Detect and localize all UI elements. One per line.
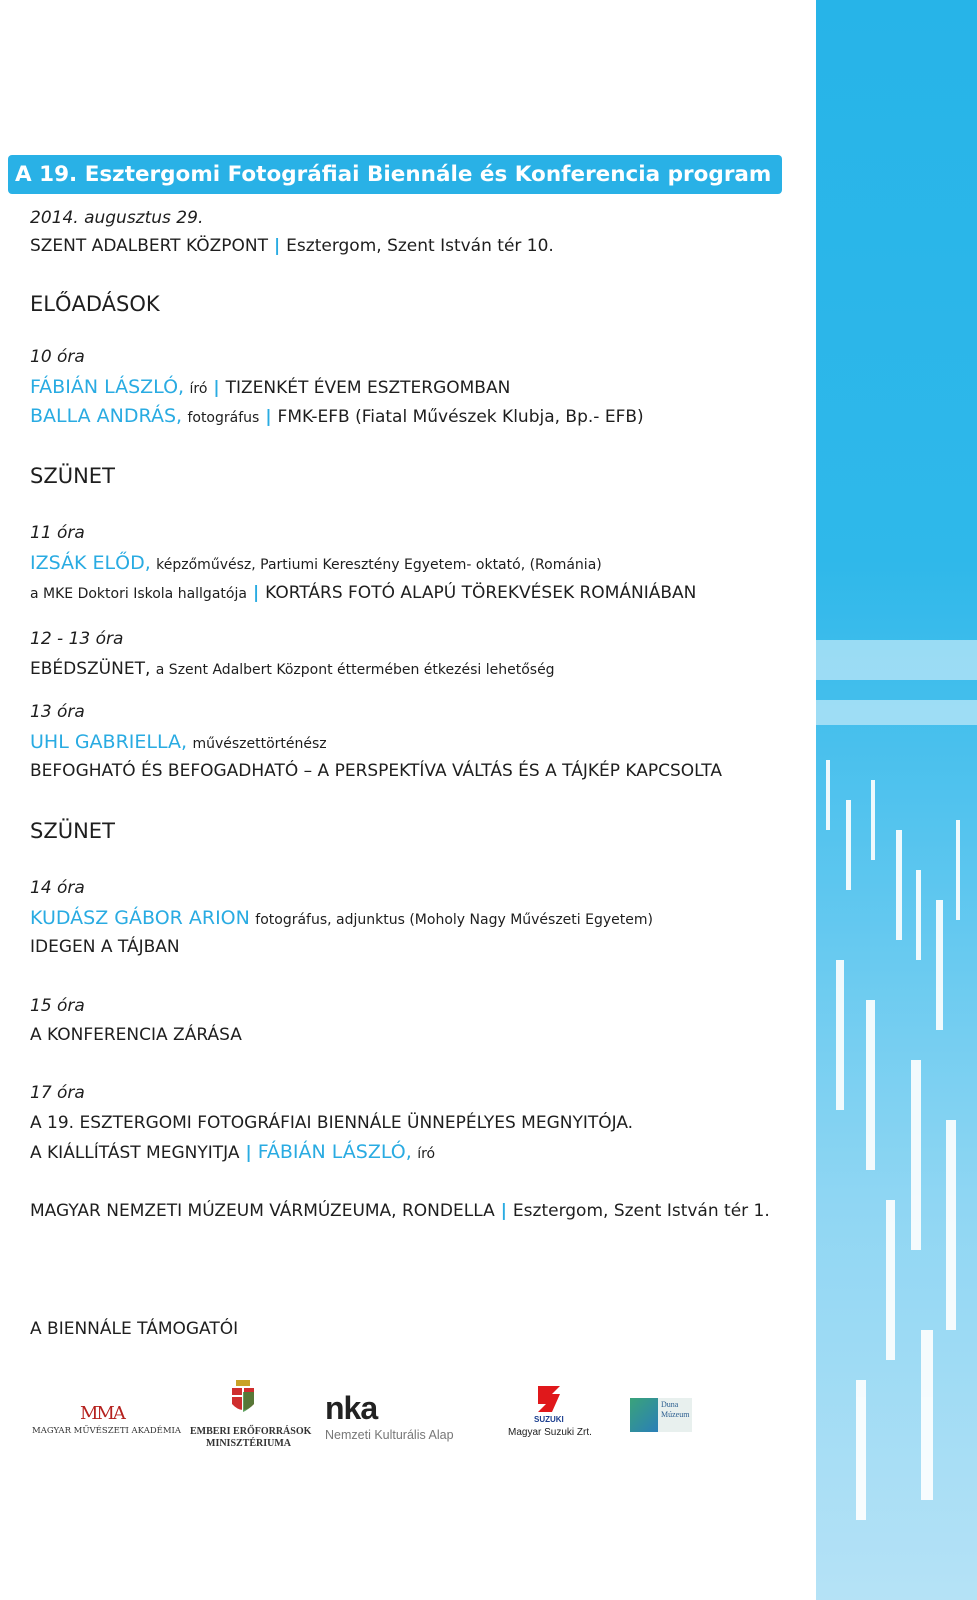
venue-address: Esztergom, Szent István tér 10. bbox=[286, 236, 554, 256]
nka-logo bbox=[325, 1390, 475, 1450]
suzuki-s-icon bbox=[532, 1384, 566, 1414]
opening-label: A 19. ESZTERGOMI FOTOGRÁFIAI BIENNÁLE ÜNNEPÉLYES MEGNYITÓJA. bbox=[30, 1113, 634, 1133]
museum-line bbox=[30, 1200, 770, 1222]
program-title-bar bbox=[8, 155, 782, 194]
venue-name: SZENT ADALBERT KÖZPONT bbox=[30, 236, 268, 256]
suzuki-logo bbox=[508, 1384, 608, 1454]
speaker-line-izsak-2 bbox=[30, 582, 696, 605]
speaker-name: KUDÁSZ GÁBOR ARION bbox=[30, 907, 250, 929]
time-12-13: 12 - 13 óra bbox=[30, 629, 124, 649]
emmi-logo bbox=[190, 1378, 312, 1473]
speaker-line-uhl bbox=[30, 731, 327, 755]
nka-text: Nemzeti Kulturális Alap bbox=[325, 1428, 454, 1442]
time-14: 14 óra bbox=[30, 878, 85, 898]
lunch-note: a Szent Adalbert Központ éttermében étkezési lehetőség bbox=[155, 662, 555, 678]
speaker-role: fotográfus, adjunktus (Moholy Nagy Művészeti Egyetem) bbox=[255, 912, 653, 928]
mma-mark: MMA bbox=[80, 1403, 124, 1424]
opener-line bbox=[30, 1141, 435, 1165]
separator: | bbox=[252, 583, 260, 603]
separator: | bbox=[273, 236, 281, 256]
lunch-line bbox=[30, 658, 555, 681]
speaker-name: IZSÁK ELŐD, bbox=[30, 552, 151, 574]
speaker-name: BALLA ANDRÁS, bbox=[30, 405, 183, 427]
speaker-name: FÁBIÁN LÁSZLÓ, bbox=[30, 376, 185, 398]
time-10: 10 óra bbox=[30, 347, 85, 367]
supporters-heading: A BIENNÁLE TÁMOGATÓI bbox=[30, 1319, 239, 1339]
lectures-heading: ELŐADÁSOK bbox=[30, 292, 160, 316]
talk-title: FMK-EFB (Fiatal Művészek Klubja, Bp.- EFB) bbox=[277, 407, 644, 427]
talk-title-uhl: BEFOGHATÓ ÉS BEFOGADHATÓ – A PERSPEKTÍVA VÁLTÁS ÉS A TÁJKÉP KAPCSOLTA bbox=[30, 761, 722, 781]
speaker-name: UHL GABRIELLA, bbox=[30, 731, 188, 753]
opener-name: FÁBIÁN LÁSZLÓ, bbox=[257, 1141, 412, 1163]
museum-name: MAGYAR NEMZETI MÚZEUM VÁRMÚZEUMA, RONDELLA bbox=[30, 1201, 495, 1221]
talk-title-kudasz: IDEGEN A TÁJBAN bbox=[30, 937, 180, 957]
supporter-logos bbox=[30, 1390, 730, 1468]
speaker-role: fotográfus bbox=[187, 410, 260, 426]
mma-logo bbox=[30, 1398, 182, 1458]
coat-of-arms-icon bbox=[228, 1378, 258, 1418]
duna-emblem-icon bbox=[630, 1398, 658, 1432]
separator: | bbox=[213, 378, 220, 398]
emmi-text-2: MINISZTÉRIUMA bbox=[206, 1438, 292, 1449]
event-date: 2014. augusztus 29. bbox=[30, 208, 204, 228]
suzuki-text: Magyar Suzuki Zrt. bbox=[508, 1427, 592, 1438]
duna-text-1: Duna bbox=[661, 1400, 679, 1409]
duna-muzeum-logo bbox=[630, 1398, 692, 1432]
speaker-role: író bbox=[189, 381, 208, 397]
suzuki-mark: SUZUKI bbox=[534, 1415, 564, 1424]
closing-label: A KONFERENCIA ZÁRÁSA bbox=[30, 1025, 242, 1045]
time-15: 15 óra bbox=[30, 996, 85, 1016]
decorative-photo-panel bbox=[816, 0, 977, 1600]
venue-line bbox=[30, 235, 554, 257]
separator: | bbox=[245, 1143, 252, 1163]
program-title: A 19. Esztergomi Fotográfiai Biennále és Konferencia program bbox=[15, 162, 772, 187]
talk-title: TIZENKÉT ÉVEM ESZTERGOMBAN bbox=[225, 378, 511, 398]
speaker-role: művészettörténész bbox=[192, 736, 327, 752]
opener-role: író bbox=[417, 1146, 436, 1162]
talk-title: KORTÁRS FOTÓ ALAPÚ TÖREKVÉSEK ROMÁNIÁBAN bbox=[265, 583, 697, 603]
separator: | bbox=[500, 1201, 507, 1221]
speaker-line-fabian bbox=[30, 376, 510, 400]
nka-mark: nka bbox=[325, 1390, 378, 1426]
opener-label: A KIÁLLÍTÁST MEGNYITJA bbox=[30, 1143, 240, 1163]
break-heading-1: SZÜNET bbox=[30, 464, 115, 488]
snowy-trees-image bbox=[816, 0, 977, 1600]
speaker-line-kudasz bbox=[30, 907, 653, 931]
time-13: 13 óra bbox=[30, 702, 85, 722]
mma-text: MAGYAR MŰVÉSZETI AKADÉMIA bbox=[32, 1426, 182, 1436]
emmi-text-1: EMBERI ERŐFORRÁSOK bbox=[190, 1426, 312, 1437]
lunch-label: EBÉDSZÜNET, bbox=[30, 659, 151, 679]
museum-address: Esztergom, Szent István tér 1. bbox=[512, 1201, 770, 1221]
time-17: 17 óra bbox=[30, 1083, 85, 1103]
speaker-line-izsak bbox=[30, 552, 602, 576]
speaker-role-2: a MKE Doktori Iskola hallgatója bbox=[30, 586, 247, 602]
speaker-line-balla bbox=[30, 405, 644, 429]
break-heading-2: SZÜNET bbox=[30, 819, 115, 843]
speaker-role: képzőművész, Partiumi Keresztény Egyetem- oktató, (Románia) bbox=[156, 557, 602, 573]
separator: | bbox=[265, 407, 272, 427]
duna-text-2: Múzeum bbox=[661, 1410, 690, 1419]
time-11: 11 óra bbox=[30, 523, 85, 543]
